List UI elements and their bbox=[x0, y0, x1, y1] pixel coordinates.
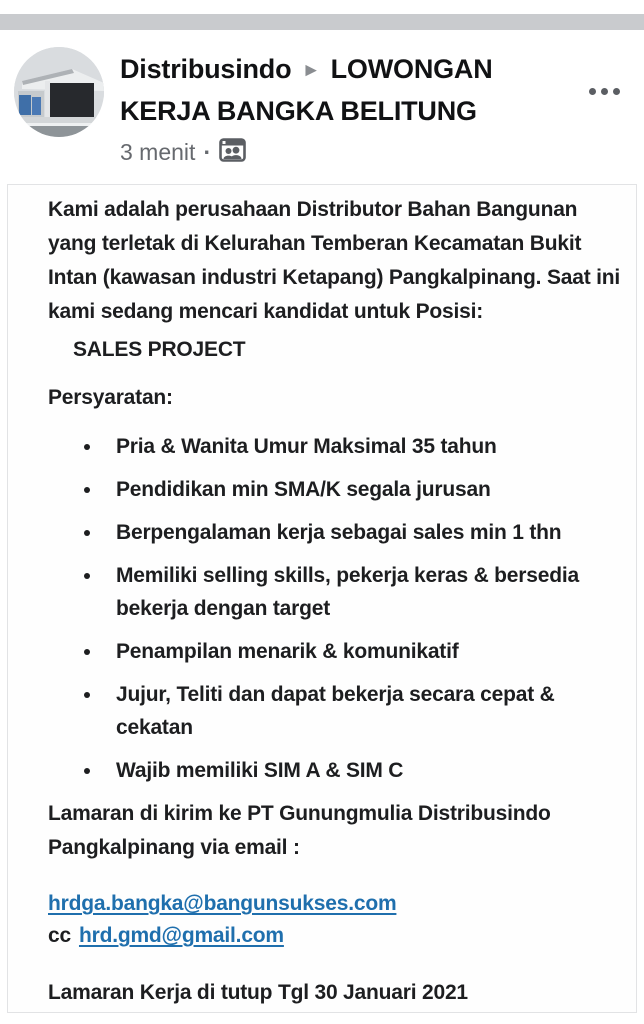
requirement-item: Jujur, Teliti dan dapat bekerja secara cepat & cekatan bbox=[48, 678, 616, 744]
requirement-item: Berpengalaman kerja sebagai sales min 1 thn bbox=[48, 516, 616, 549]
cc-label: cc bbox=[48, 924, 71, 947]
header-text bbox=[120, 47, 578, 168]
poster-intro-text: Kami adalah perusahaan Distributor Bahan Bangunan yang terletak di Kelurahan Temberan Kecamatan Bukit Intan (kawasan industri Ketapang) Pangkalpinang. Saat ini kami sedang mencari kandidat untuk Posisi: bbox=[48, 198, 621, 323]
requirement-item: Pria & Wanita Umur Maksimal 35 tahun bbox=[48, 430, 616, 463]
warehouse-photo-icon bbox=[14, 47, 104, 137]
requirement-item: Wajib memiliki SIM A & SIM C bbox=[48, 754, 616, 787]
top-spacer bbox=[0, 0, 644, 14]
post-menu-button[interactable] bbox=[583, 82, 626, 101]
job-poster-image[interactable] bbox=[7, 184, 637, 1013]
poster-apply-text: Lamaran di kirim ke PT Gunungmulia Distribusindo Pangkalpinang via email : bbox=[48, 802, 551, 859]
cc-email-link: hrd.gmd@gmail.com bbox=[78, 924, 284, 947]
group-privacy-icon bbox=[219, 138, 246, 168]
requirement-item: Penampilan menarik & komunikatif bbox=[48, 635, 616, 668]
poster-closing-text: Lamaran Kerja di tutup Tgl 30 Januari 2021 bbox=[48, 981, 468, 1004]
post-title bbox=[120, 49, 578, 131]
author-name-link[interactable]: Distribusindo bbox=[120, 54, 292, 84]
poster-requirements-label: Persyaratan: bbox=[48, 386, 173, 409]
requirement-item: Memiliki selling skills, pekerja keras & bersedia bekerja dengan target bbox=[48, 559, 616, 625]
poster-requirements-list bbox=[48, 430, 616, 787]
requirement-item: Pendidikan min SMA/K segala jurusan bbox=[48, 473, 616, 506]
avatar[interactable] bbox=[14, 47, 104, 137]
group-name-link[interactable]: LOWONGAN KERJA BANGKA BELITUNG bbox=[120, 54, 493, 126]
group-arrow-icon: ► bbox=[301, 60, 321, 81]
post-header bbox=[0, 30, 644, 174]
post-meta bbox=[120, 136, 578, 168]
post-divider bbox=[0, 14, 644, 30]
ellipsis-icon bbox=[589, 88, 620, 95]
poster-cc-email bbox=[48, 920, 616, 951]
meta-separator: · bbox=[203, 138, 212, 165]
primary-email-link: hrdga.bangka@bangunsukses.com bbox=[48, 892, 397, 915]
timestamp-link[interactable]: 3 menit bbox=[120, 138, 196, 165]
poster-position-title: SALES PROJECT bbox=[73, 338, 246, 361]
poster-primary-email bbox=[48, 888, 616, 919]
